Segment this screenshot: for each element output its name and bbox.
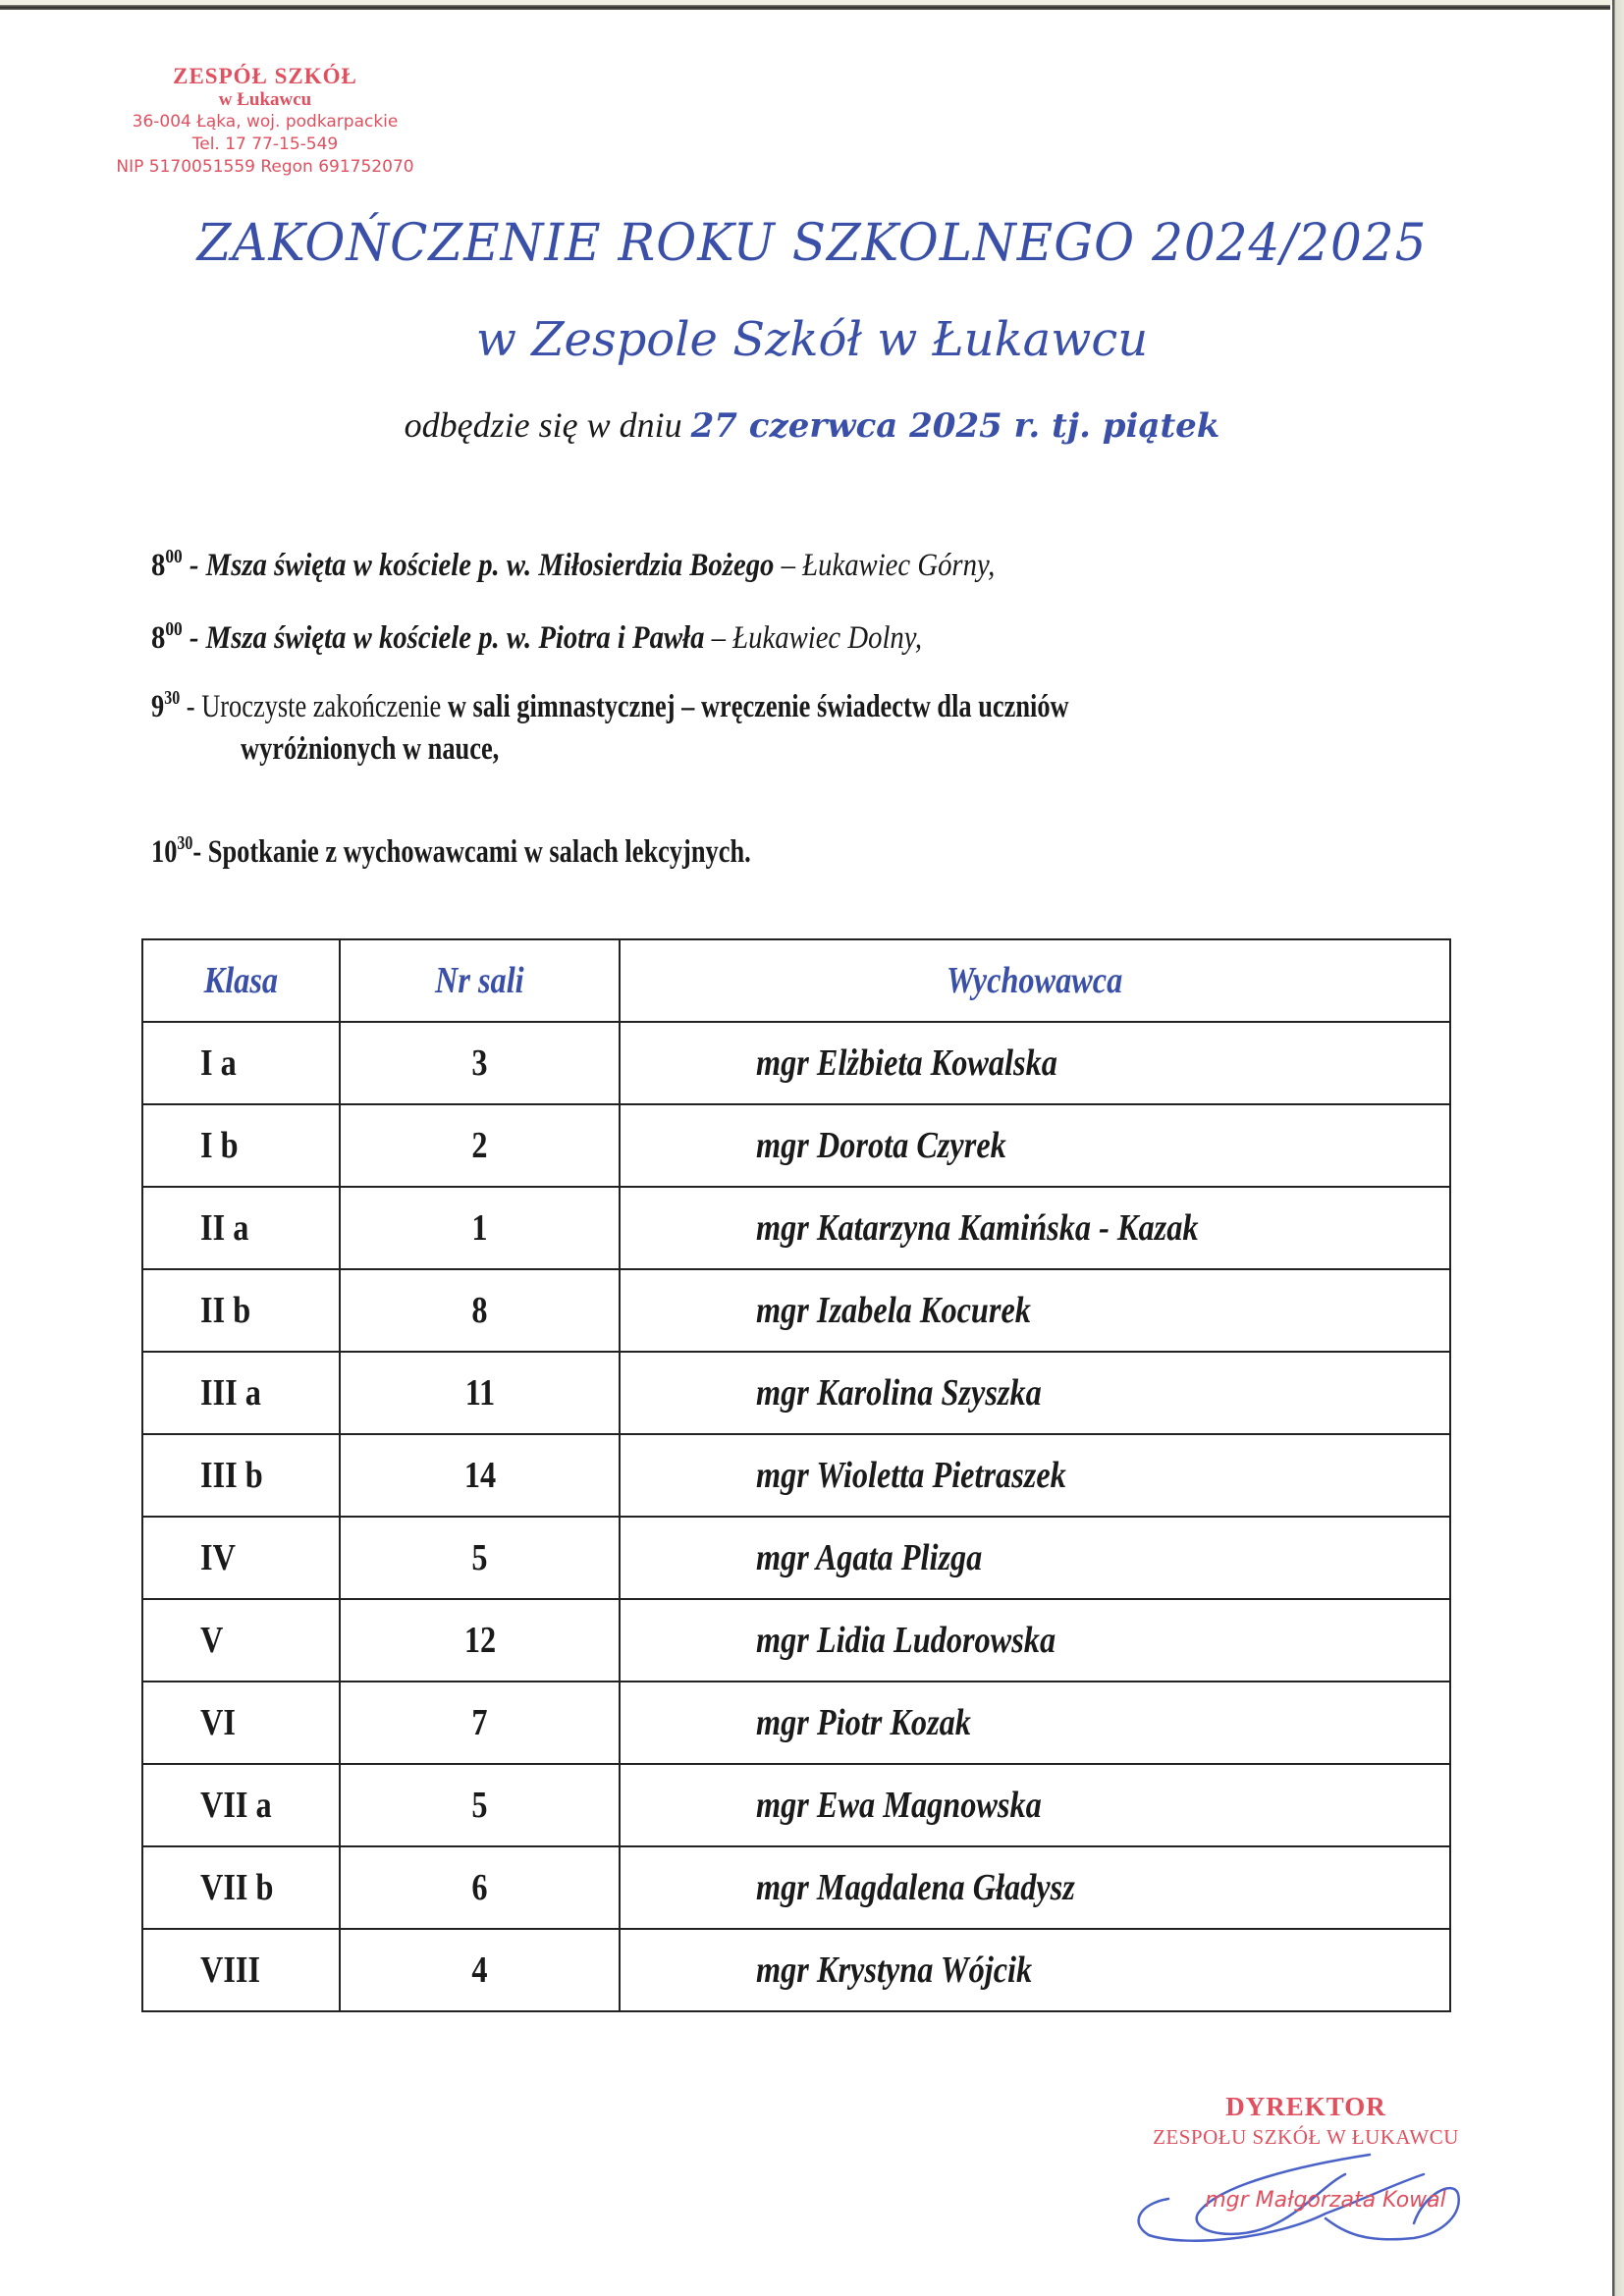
schedule-item-continuation <box>241 729 1624 769</box>
cell-nr-sali: 2 <box>340 1104 620 1187</box>
table-row <box>142 1434 1450 1517</box>
cell-nr-sali: 7 <box>340 1682 620 1764</box>
cell-nr-sali: 1 <box>340 1187 620 1269</box>
cell-nr-sali: 5 <box>340 1517 620 1599</box>
cell-nr-sali: 5 <box>340 1764 620 1846</box>
schedule-text-main: - Msza święta w kościele p. w. Miłosierdzia Bożego <box>189 548 775 583</box>
table-row <box>142 1682 1450 1764</box>
stamp-phone: Tel. 17 77-15-549 <box>191 134 339 154</box>
schedule-hour: $8^{00}$ <box>151 618 183 656</box>
schedule-text-location: – Łukawiec Dolny, <box>704 620 923 656</box>
cell-klasa: I a <box>142 1022 340 1104</box>
table-row <box>142 1104 1450 1187</box>
cell-klasa: VI <box>142 1682 340 1764</box>
cell-klasa: III a <box>142 1352 340 1434</box>
schedule-text-main: - Spotkanie z wychowawcami w salach lekcyjnych. <box>192 834 751 870</box>
director-signature-block <box>1100 2091 1512 2220</box>
cell-nr-sali: 8 <box>340 1269 620 1352</box>
cell-nr-sali: 4 <box>340 1929 620 2011</box>
table-row <box>142 1929 1450 2011</box>
stamp-school-name: ZESPÓŁ SZKÓŁ <box>173 64 357 88</box>
page-title: ZAKOŃCZENIE ROKU SZKOLNEGO 2024/2025 <box>196 212 1428 273</box>
cell-wychowawca: mgr Ewa Magnowska <box>620 1764 1450 1846</box>
cell-klasa: VII a <box>142 1764 340 1846</box>
stamp-town: w Łukawcu <box>218 89 312 110</box>
cell-wychowawca: mgr Agata Plizga <box>620 1517 1450 1599</box>
schedule-text-main: - Msza święta w kościele p. w. Piotra i Pawła <box>189 620 705 656</box>
signature-name: mgr Małgorzata Kowal <box>1205 2188 1446 2213</box>
date-prefix: odbędzie się w dniu <box>404 405 682 445</box>
schedule-text-location: – Łukawiec Górny, <box>774 548 996 583</box>
cell-wychowawca: mgr Piotr Kozak <box>620 1682 1450 1764</box>
cell-klasa: VIII <box>142 1929 340 2011</box>
table-row <box>142 1599 1450 1682</box>
event-date-line <box>0 404 1624 446</box>
cell-wychowawca: mgr Dorota Czyrek <box>620 1104 1450 1187</box>
class-teacher-table <box>141 938 1451 2012</box>
table-row <box>142 1517 1450 1599</box>
cell-wychowawca: mgr Elżbieta Kowalska <box>620 1022 1450 1104</box>
stamp-ids: NIP 5170051559 Regon 691752070 <box>116 157 414 177</box>
cell-wychowawca: mgr Karolina Szyszka <box>620 1352 1450 1434</box>
cell-wychowawca: mgr Wioletta Pietraszek <box>620 1434 1450 1517</box>
schedule-item <box>151 546 1545 585</box>
schedule-hour: $9^{30}$ <box>151 687 181 724</box>
table-row <box>142 1269 1450 1352</box>
page-subtitle: w Zespole Szkół w Łukawcu <box>475 312 1149 367</box>
cell-klasa: I b <box>142 1104 340 1187</box>
schedule-item <box>151 687 1545 726</box>
cell-klasa: II a <box>142 1187 340 1269</box>
cell-wychowawca: mgr Magdalena Gładysz <box>620 1846 1450 1929</box>
cell-nr-sali: 11 <box>340 1352 620 1434</box>
cell-wychowawca: mgr Izabela Kocurek <box>620 1269 1450 1352</box>
header-wychowawca: Wychowawca <box>620 939 1450 1022</box>
scan-border-line <box>0 5 1610 10</box>
event-date: 27 czerwca 2025 r. tj. piątek <box>690 406 1220 446</box>
schedule-item <box>151 832 1545 872</box>
schedule-item <box>151 618 1545 658</box>
signature-title: DYREKTOR <box>1225 2092 1386 2121</box>
signature-organization: ZESPOŁU SZKÓŁ W ŁUKAWCU <box>1153 2125 1459 2149</box>
cell-wychowawca: mgr Lidia Ludorowska <box>620 1599 1450 1682</box>
schedule-hour: $8^{00}$ <box>151 546 183 583</box>
cell-klasa: VII b <box>142 1846 340 1929</box>
cell-klasa: II b <box>142 1269 340 1352</box>
cell-wychowawca: mgr Krystyna Wójcik <box>620 1929 1450 2011</box>
cell-nr-sali: 3 <box>340 1022 620 1104</box>
table-row <box>142 1022 1450 1104</box>
schedule-hour: $10^{30}$ <box>151 832 193 870</box>
cell-klasa: V <box>142 1599 340 1682</box>
header-klasa: Klasa <box>142 939 340 1022</box>
schedule-text-continuation: wyróżnionych w nauce, <box>241 731 500 767</box>
table-row <box>142 1187 1450 1269</box>
school-stamp <box>88 63 442 179</box>
table-row <box>142 1764 1450 1846</box>
cell-nr-sali: 12 <box>340 1599 620 1682</box>
table-header-row <box>142 939 1450 1022</box>
schedule-text-plain: - Uroczyste zakończenie <box>180 689 442 724</box>
stamp-address: 36-004 Łąka, woj. podkarpackie <box>132 112 399 132</box>
table-row <box>142 1846 1450 1929</box>
header-nr-sali: Nr sali <box>340 939 620 1022</box>
cell-nr-sali: 6 <box>340 1846 620 1929</box>
cell-wychowawca: mgr Katarzyna Kamińska - Kazak <box>620 1187 1450 1269</box>
cell-nr-sali: 14 <box>340 1434 620 1517</box>
schedule-text-main: w sali gimnastycznej – wręczenie świadectw dla uczniów <box>441 689 1069 724</box>
table-row <box>142 1352 1450 1434</box>
cell-klasa: III b <box>142 1434 340 1517</box>
cell-klasa: IV <box>142 1517 340 1599</box>
